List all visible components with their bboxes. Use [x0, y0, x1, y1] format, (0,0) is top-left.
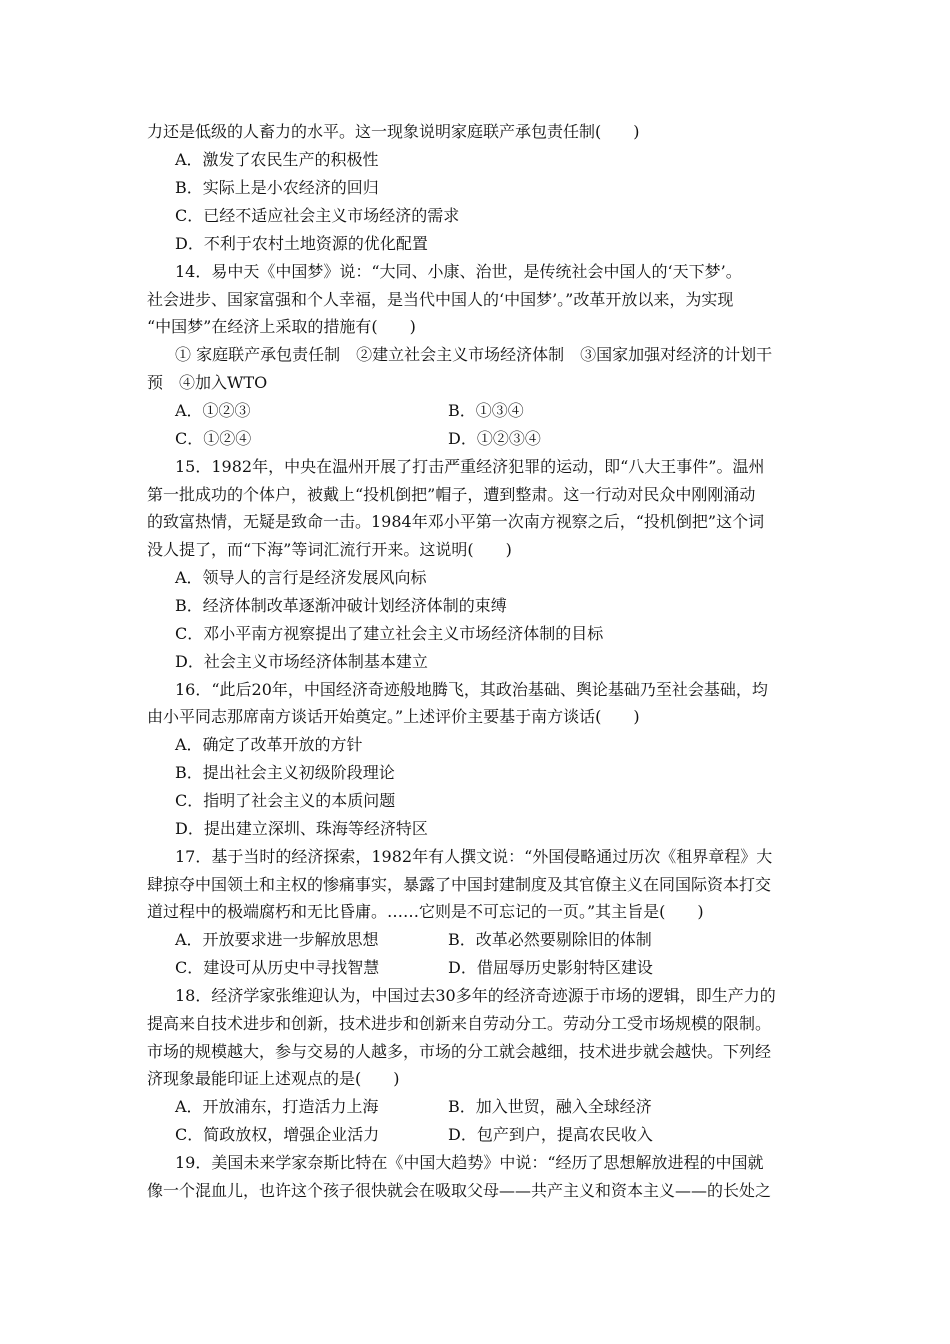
q16-option-a: A．确定了改革开放的方针	[175, 735, 363, 754]
q14-option-d: D．①②③④	[448, 429, 541, 448]
q15-stem-line: 第一批成功的个体户，被戴上“投机倒把”帽子，遭到整肃。这一行动对民众中刚刚涌动	[147, 485, 756, 504]
q14-items-line: 预 ④加入WTO	[147, 373, 268, 392]
q13-option-b: B．实际上是小农经济的回归	[175, 178, 379, 197]
q18-option-a: A．开放浦东，打造活力上海	[175, 1097, 379, 1116]
q17-stem-line: 肆掠夺中国领土和主权的惨痛事实，暴露了中国封建制度及其官僚主义在同国际资本打交	[147, 875, 772, 894]
q13-option-a: A．激发了农民生产的积极性	[175, 150, 379, 169]
q15-option-a: A．领导人的言行是经济发展风向标	[175, 568, 427, 587]
q13-option-c: C．已经不适应社会主义市场经济的需求	[175, 206, 460, 225]
q17-option-b: B．改革必然要剔除旧的体制	[448, 930, 652, 949]
q18-option-b: B．加入世贸，融入全球经济	[448, 1097, 652, 1116]
q15-stem-line: 没人提了，而“下海”等词汇流行开来。这说明( )	[147, 540, 512, 559]
q15-option-c: C．邓小平南方视察提出了建立社会主义市场经济体制的目标	[175, 624, 604, 643]
q13-stem-tail: 力还是低级的人畜力的水平。这一现象说明家庭联产承包责任制( )	[147, 122, 640, 141]
q14-option-b: B．①③④	[448, 401, 524, 420]
q18-stem-line: 18．经济学家张维迎认为，中国过去30多年的经济奇迹源于市场的逻辑，即生产力的	[175, 986, 776, 1005]
q15-option-b: B．经济体制改革逐渐冲破计划经济体制的束缚	[175, 596, 507, 615]
q14-stem-line: “中国梦”在经济上采取的措施有( )	[147, 317, 416, 336]
q14-stem-line: 社会进步、国家富强和个人幸福，是当代中国人的‘中国梦’。”改革开放以来，为实现	[147, 290, 734, 309]
q18-stem-line: 提高来自技术进步和创新，技术进步和创新来自劳动分工。劳动分工受市场规模的限制。	[147, 1014, 772, 1033]
q14-option-a: A．①②③	[175, 401, 251, 420]
q16-stem-line: 由小平同志那席南方谈话开始奠定。”上述评价主要基于南方谈话( )	[147, 707, 640, 726]
q15-option-d: D．社会主义市场经济体制基本建立	[175, 652, 428, 671]
q18-stem-line: 市场的规模越大，参与交易的人越多，市场的分工就会越细，技术进步就会越快。下列经	[147, 1042, 772, 1061]
q17-option-d: D．借屈辱历史影射特区建设	[448, 958, 653, 977]
q15-stem-line: 15．1982年，中央在温州开展了打击严重经济犯罪的运动，即“八大王事件”。温州	[175, 457, 765, 476]
q13-option-d: D．不利于农村土地资源的优化配置	[175, 234, 428, 253]
q18-stem-line: 济现象最能印证上述观点的是( )	[147, 1069, 400, 1088]
q16-option-d: D．提出建立深圳、珠海等经济特区	[175, 819, 428, 838]
q19-stem-line: 像一个混血儿，也许这个孩子很快就会在吸取父母——共产主义和资本主义——的长处之	[147, 1181, 772, 1200]
q17-option-c: C．建设可从历史中寻找智慧	[175, 958, 380, 977]
q14-items-line: ① 家庭联产承包责任制 ②建立社会主义市场经济体制 ③国家加强对经济的计划干	[175, 345, 773, 364]
q17-stem-line: 17．基于当时的经济探索，1982年有人撰文说：“外国侵略通过历次《租界章程》大	[175, 847, 773, 866]
q14-option-c: C．①②④	[175, 429, 252, 448]
q16-stem-line: 16．“此后20年，中国经济奇迹般地腾飞，其政治基础、舆论基础乃至社会基础，均	[175, 680, 768, 699]
q18-option-d: D．包产到户，提高农民收入	[448, 1125, 653, 1144]
q15-stem-line: 的致富热情，无疑是致命一击。1984年邓小平第一次南方视察之后，“投机倒把”这个词	[147, 512, 765, 531]
q16-option-c: C．指明了社会主义的本质问题	[175, 791, 396, 810]
q16-option-b: B．提出社会主义初级阶段理论	[175, 763, 395, 782]
q17-option-a: A．开放要求进一步解放思想	[175, 930, 379, 949]
q19-stem-line: 19．美国未来学家奈斯比特在《中国大趋势》中说：“经历了思想解放进程的中国就	[175, 1153, 764, 1172]
q17-stem-line: 道过程中的极端腐朽和无比昏庸。……它则是不可忘记的一页。”其主旨是( )	[147, 902, 704, 921]
q18-option-c: C．简政放权，增强企业活力	[175, 1125, 380, 1144]
q14-stem-line: 14．易中天《中国梦》说：“大同、小康、治世，是传统社会中国人的‘天下梦’。	[175, 262, 742, 281]
